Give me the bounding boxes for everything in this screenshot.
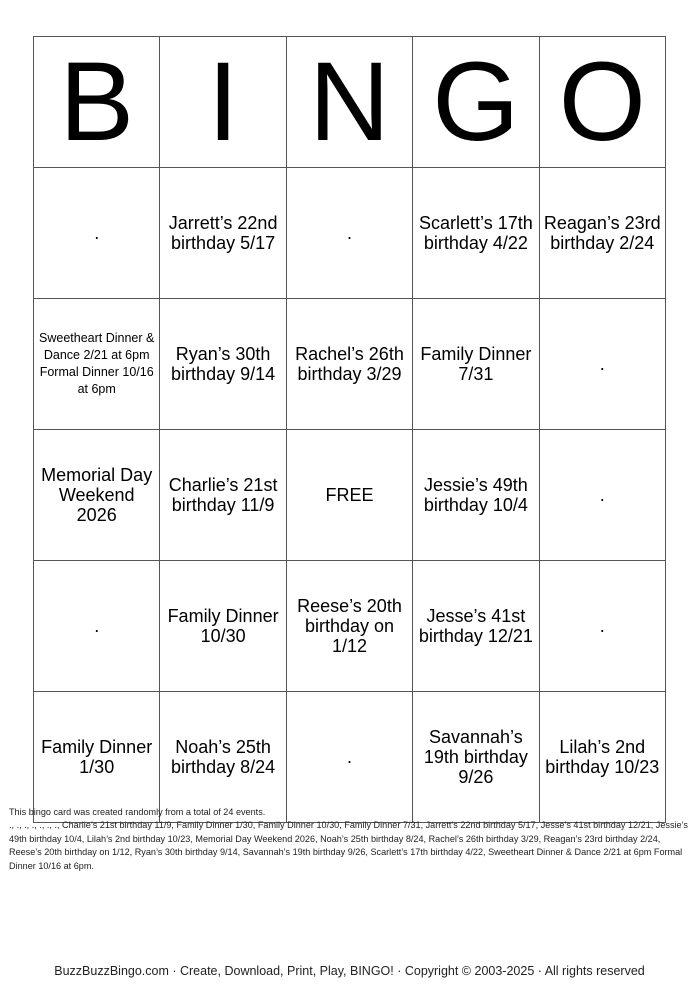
event-list: ., ., ., ., ., ., ., Charlie’s 21st birthday 11/9, Family Dinner 1/30, Family Dinner 10/30, Family Dinner 7/31, Jarrett’s 22nd birthday 5/17, Jesse’s 41st birthday 12/21, Jessie’s 49th birthday 10/4, Lilah’s 2nd birthday 10/23, Memorial Day Weekend 2026, Noah’s 25th birthday 8/24, Rachel’s 26th birthday 3/29, Reagan’s 23rd birthday 2/24, Reese’s 20th birthday on 1/12, Ryan’s 30th birthday 9/14, Savannah’s 19th birthday 9/26, Scarlett’s 17th birthday 4/22, Sweetheart Dinner & Dance 2/21 at 6pm Formal Dinner 10/16 at 6pm. — [9, 820, 688, 871]
card-notes — [9, 806, 692, 873]
bingo-cell: Scarlett’s 17th birthday 4/22 — [413, 168, 539, 299]
bingo-cell: Lilah’s 2nd birthday 10/23 — [539, 692, 665, 823]
bingo-cell: Rachel’s 26th birthday 3/29 — [286, 299, 412, 430]
bingo-card — [33, 36, 666, 823]
bingo-cell: Memorial Day Weekend 2026 — [34, 430, 160, 561]
bingo-cell: Noah’s 25th birthday 8/24 — [160, 692, 286, 823]
board-row — [34, 692, 666, 823]
free-space-cell: FREE — [286, 430, 412, 561]
bingo-cell: Reese’s 20th birthday on 1/12 — [286, 561, 412, 692]
header-letter-i: I — [160, 37, 286, 168]
bingo-cell: . — [539, 430, 665, 561]
bingo-cell: Family Dinner 1/30 — [34, 692, 160, 823]
bingo-cell: Jessie’s 49th birthday 10/4 — [413, 430, 539, 561]
header-letter-o: O — [539, 37, 665, 168]
bingo-cell: Reagan’s 23rd birthday 2/24 — [539, 168, 665, 299]
header-row — [34, 37, 666, 168]
site-credit: BuzzBuzzBingo.com · Create, Download, Print, Play, BINGO! · Copyright © 2003-2025 · All rights reserved — [54, 964, 645, 978]
bingo-cell: . — [286, 692, 412, 823]
bingo-cell: Charlie’s 21st birthday 11/9 — [160, 430, 286, 561]
header-letter-b: B — [34, 37, 160, 168]
bingo-cell: . — [539, 561, 665, 692]
card-summary: This bingo card was created randomly from a total of 24 events. — [9, 807, 266, 817]
bingo-cell: . — [539, 299, 665, 430]
board-row — [34, 561, 666, 692]
bingo-cell: Family Dinner 10/30 — [160, 561, 286, 692]
bingo-cell: . — [34, 168, 160, 299]
board-row — [34, 168, 666, 299]
header-letter-n: N — [286, 37, 412, 168]
bingo-cell: Family Dinner 7/31 — [413, 299, 539, 430]
bingo-cell: Jesse’s 41st birthday 12/21 — [413, 561, 539, 692]
board-row — [34, 430, 666, 561]
board-row — [34, 299, 666, 430]
bingo-cell: Sweetheart Dinner & Dance 2/21 at 6pm Formal Dinner 10/16 at 6pm — [34, 299, 160, 430]
header-letter-g: G — [413, 37, 539, 168]
bingo-cell: Jarrett’s 22nd birthday 5/17 — [160, 168, 286, 299]
bingo-cell: . — [34, 561, 160, 692]
bingo-cell: Ryan’s 30th birthday 9/14 — [160, 299, 286, 430]
bingo-cell: . — [286, 168, 412, 299]
bingo-cell: Savannah’s 19th birthday 9/26 — [413, 692, 539, 823]
